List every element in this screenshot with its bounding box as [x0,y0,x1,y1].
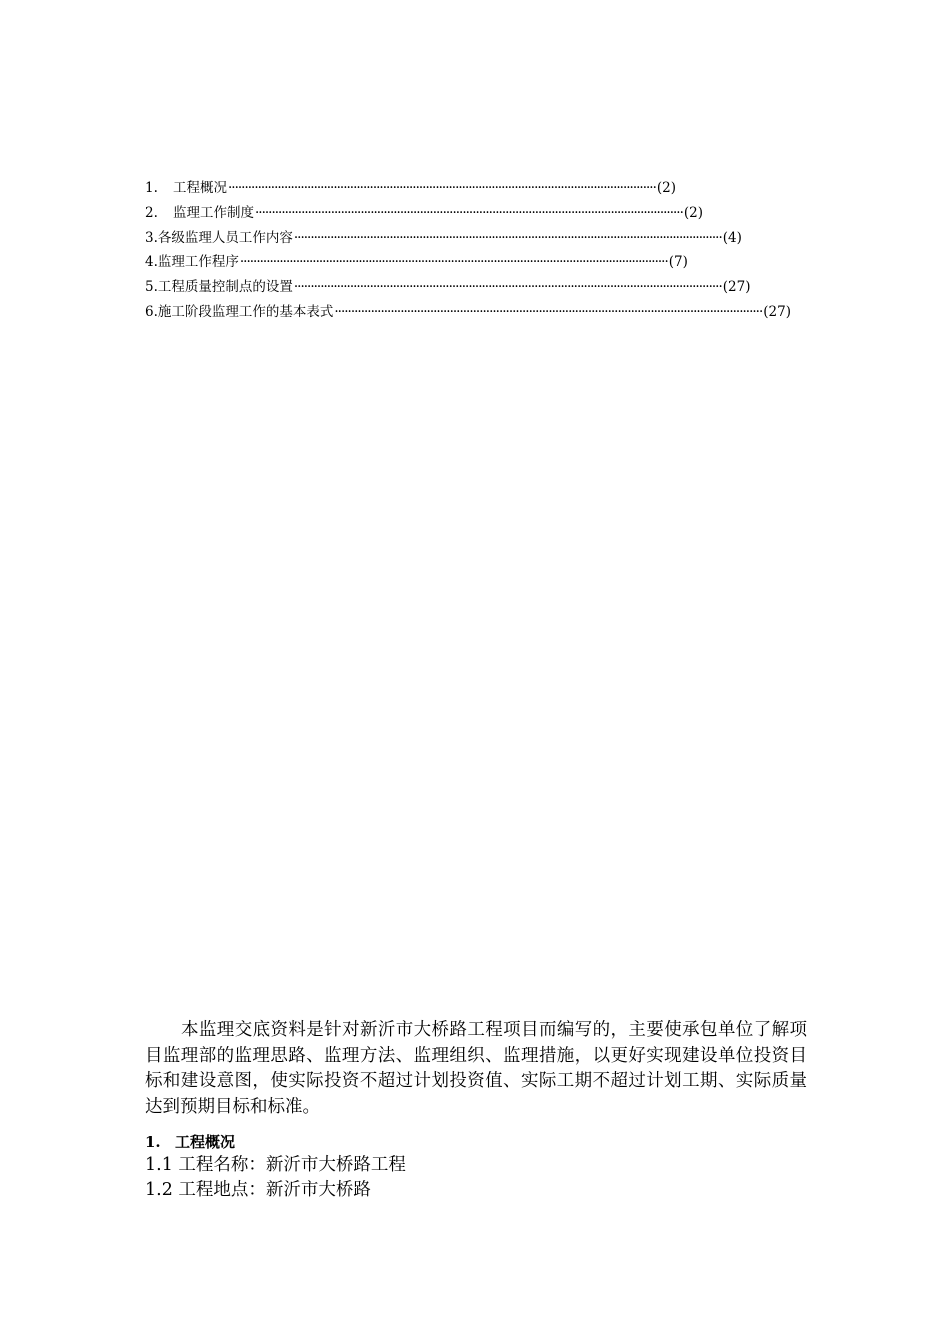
toc-entry[interactable] [145,275,751,300]
toc-leader-dots: ·································································································································· [293,279,722,296]
toc-number: 1. [145,180,158,196]
toc-leader-dots: ·································································································································· [228,180,656,196]
toc-page-number: (2) [683,204,703,221]
toc-entry[interactable] [145,201,703,226]
toc-title: 施工阶段监理工作的基本表式 [157,303,334,320]
toc-number: 5. [145,279,158,296]
toc-number: 3. [145,229,158,246]
project-location-line: 1.2 工程地点：新沂市大桥路 [145,1180,371,1201]
table-of-contents [145,176,791,325]
toc-title: 监理工作程序 [157,254,239,271]
intro-paragraph: 本监理交底资料是针对新沂市大桥路工程项目而编写的，主要使承包单位了解项目监理部的监理思路、监理方法、监理组织、监理措施，以更好实现建设单位投资目标和建设意图，使实际投资不超过计划投资值、实际工期不超过计划工期、实际质量达到预期目标和标准。 [145,1020,807,1117]
toc-entry[interactable] [145,176,676,201]
toc-leader-dots: ·································································································································· [334,303,763,320]
section-number: 1. [145,1133,161,1152]
section-title: 工程概况 [175,1133,236,1152]
section-heading [145,1131,807,1153]
toc-page-number: (27) [722,279,751,296]
toc-leader-dots: ·································································································································· [293,229,722,246]
toc-leader-dots: ·································································································································· [239,254,668,271]
project-name-line: 1.1 工程名称：新沂市大桥路工程 [145,1155,406,1176]
toc-leader-dots: ·································································································································· [255,204,683,221]
toc-number: 2. [145,204,158,221]
toc-title: 监理工作制度 [173,204,254,221]
toc-entry[interactable] [145,226,742,251]
toc-entry[interactable] [145,250,688,275]
toc-page-number: (7) [668,254,688,271]
toc-page-number: (2) [656,180,676,196]
toc-number: 4. [145,254,158,271]
toc-number: 6. [145,303,158,320]
toc-title: 工程质量控制点的设置 [157,279,293,296]
toc-entry[interactable] [145,300,791,325]
toc-title: 工程概况 [173,180,227,196]
toc-page-number: (4) [722,229,742,246]
document-body [145,1018,807,1203]
toc-title: 各级监理人员工作内容 [157,229,293,246]
toc-page-number: (27) [763,303,791,320]
